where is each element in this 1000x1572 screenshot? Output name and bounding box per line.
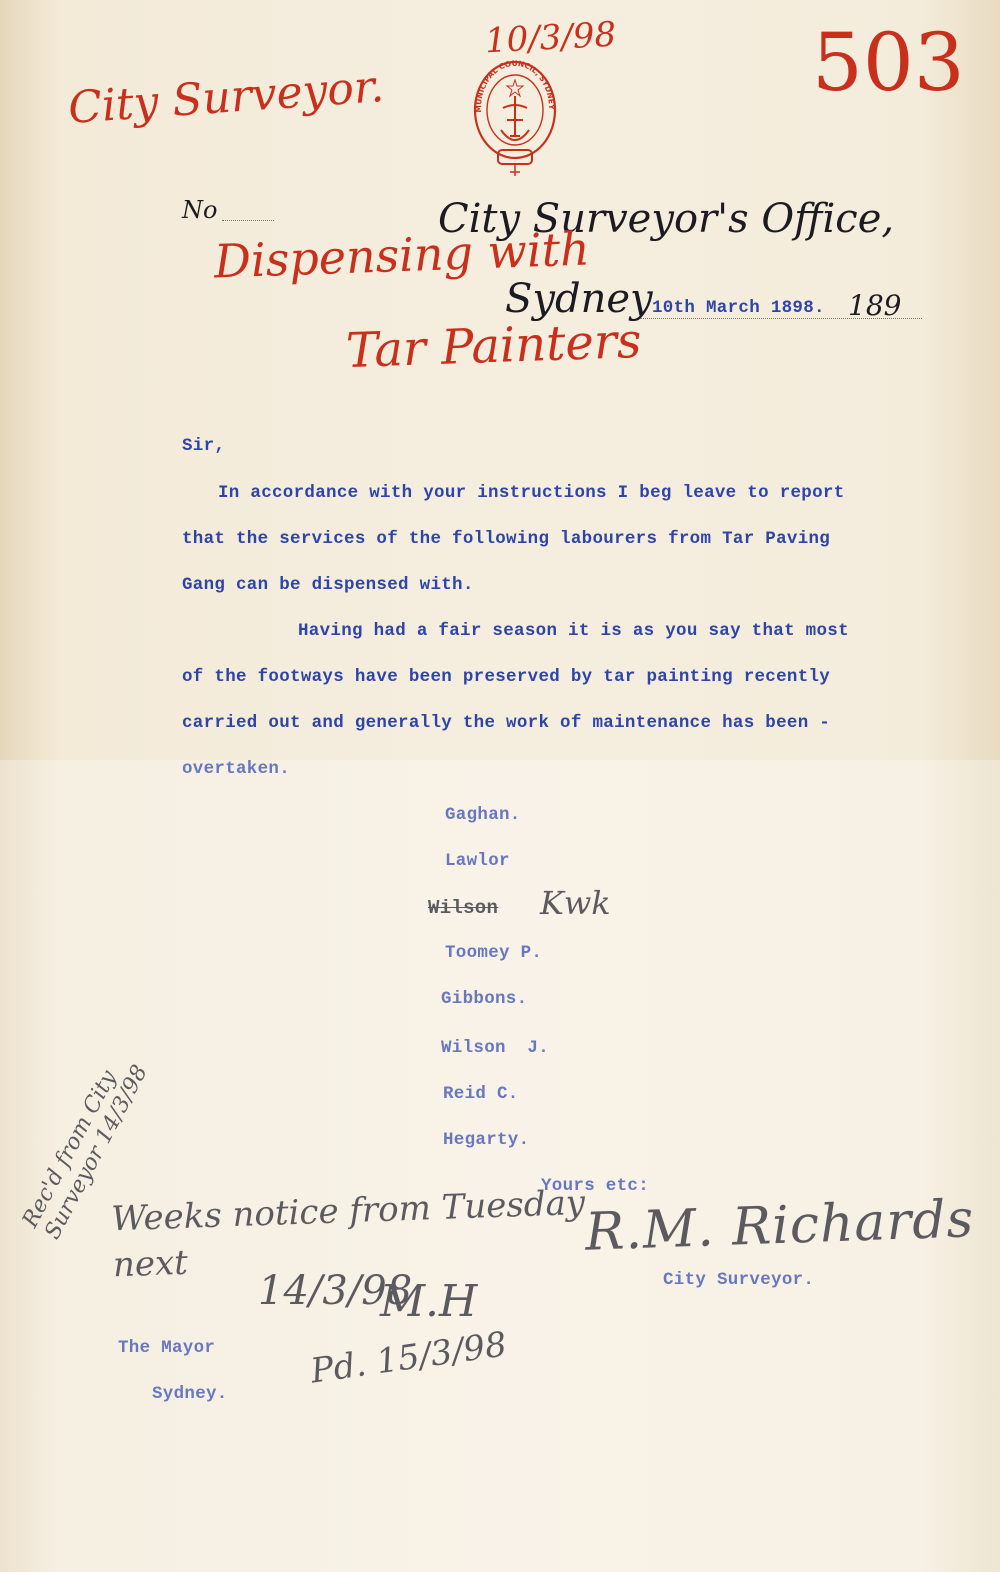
paragraph-2-line: carried out and generally the work of maintenance has been - xyxy=(182,713,831,733)
paragraph-1-line: Gang can be dispensed with. xyxy=(182,575,474,595)
number-rule xyxy=(222,220,274,221)
council-seal-stamp xyxy=(470,58,560,178)
printed-year: 189 xyxy=(848,289,902,322)
labourer-name: Gaghan. xyxy=(445,805,521,825)
signer-title: City Surveyor. xyxy=(663,1270,815,1290)
instruction-date: 14/3/98 xyxy=(258,1268,413,1314)
labourer-name: Hegarty. xyxy=(443,1130,530,1150)
labourer-name: Reid C. xyxy=(443,1084,519,1104)
kwk-annotation: Kwk xyxy=(540,884,611,922)
received-note: Rec'd from City Surveyor 14/3/98 xyxy=(18,1061,153,1244)
salutation: Sir, xyxy=(182,436,226,456)
instruction-note: Weeks notice from Tuesday next xyxy=(110,1182,586,1286)
seal-icon xyxy=(470,58,560,178)
stamp-date: 10/3/98 xyxy=(484,14,618,62)
initials: M.H xyxy=(380,1276,478,1327)
filed-note: Pd. 15/3/98 xyxy=(308,1324,510,1392)
paragraph-1-line: In accordance with your instructions I beg leave to report xyxy=(218,483,845,503)
labourer-name-struck: Wilson xyxy=(428,897,499,919)
paragraph-2-line: overtaken. xyxy=(182,759,291,779)
subject-line-2: Tar Painters xyxy=(345,312,643,380)
paragraph-2-line: Having had a fair season it is as you say that most xyxy=(298,621,849,641)
addressee-line-2: Sydney. xyxy=(152,1384,228,1404)
labourer-name: Toomey P. xyxy=(445,943,543,963)
subject-line-1: Dispensing with xyxy=(213,221,591,289)
labourer-name: Lawlor xyxy=(445,851,510,871)
department-annotation: City Surveyor. xyxy=(66,61,386,134)
paragraph-1-line: that the services of the following labourers from Tar Paving xyxy=(182,529,831,549)
seal-text: MUNICIPAL COUNCIL, SYDNEY xyxy=(473,58,557,113)
labourer-name: Wilson J. xyxy=(441,1038,550,1058)
office-name: City Surveyor's Office, xyxy=(438,196,895,242)
signature: R.M. Richards xyxy=(584,1189,976,1263)
paragraph-2-line: of the footways have been preserved by tar painting recently xyxy=(182,667,831,687)
city-name: Sydney xyxy=(505,276,653,322)
date-rule xyxy=(640,318,922,319)
letter-date: 10th March 1898. xyxy=(652,298,825,318)
folio-number: 503 xyxy=(812,16,965,109)
labourer-name: Gibbons. xyxy=(441,989,528,1009)
closing: Yours etc: xyxy=(541,1176,650,1196)
addressee-line-1: The Mayor xyxy=(118,1338,216,1358)
number-label: No xyxy=(182,196,218,224)
